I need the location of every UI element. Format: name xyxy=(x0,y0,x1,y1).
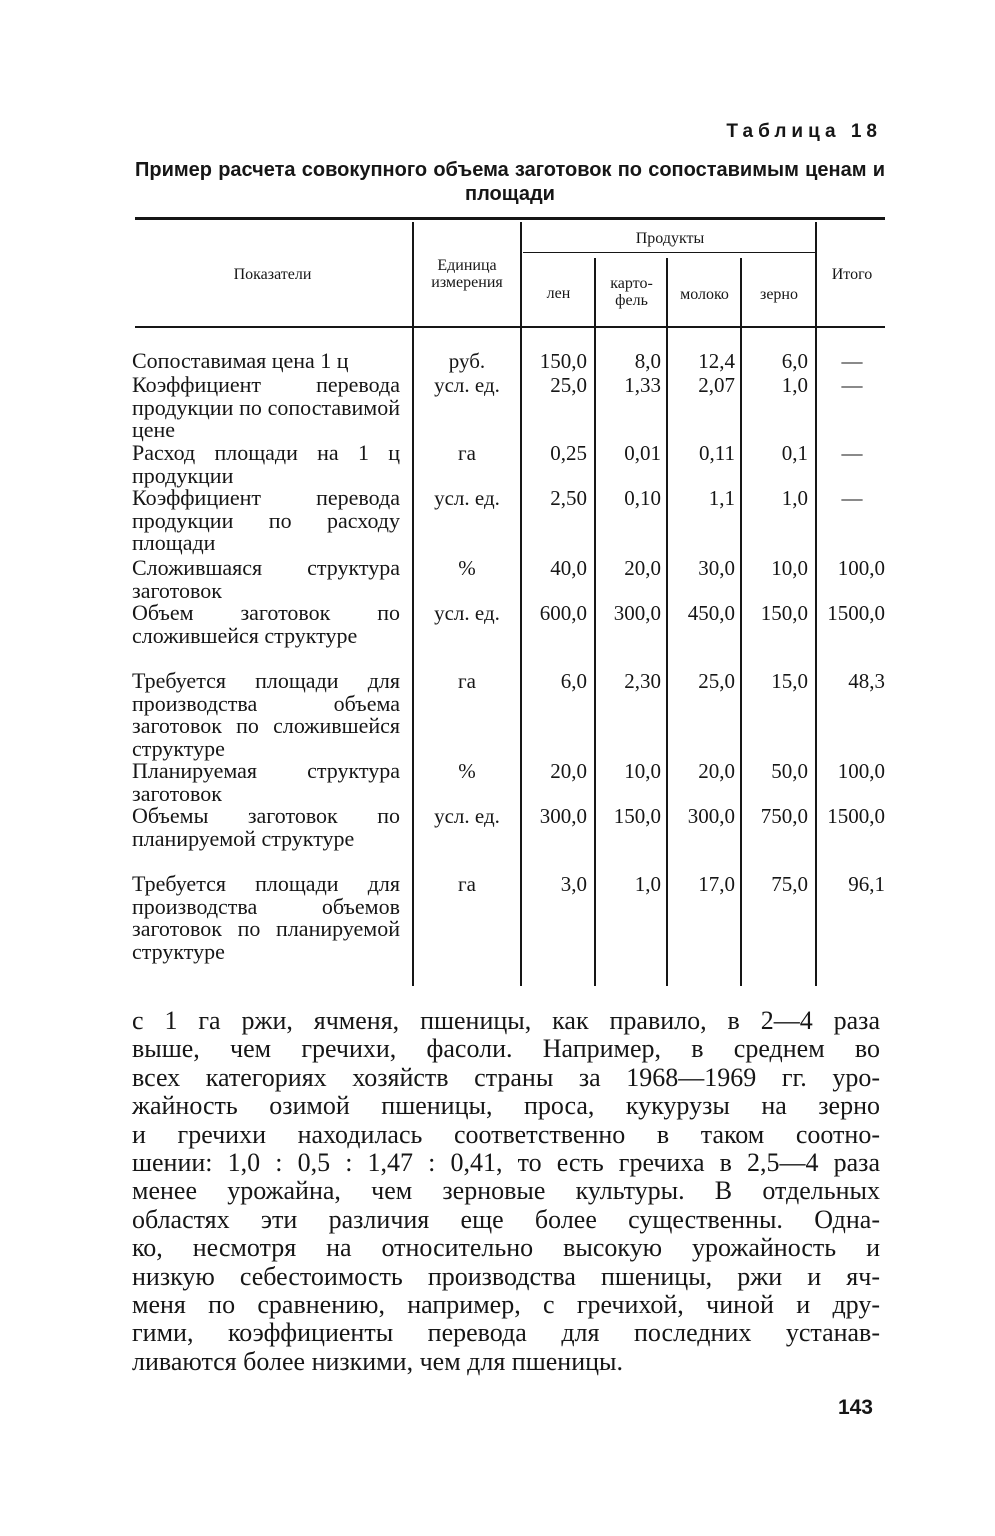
products-rule xyxy=(523,252,817,253)
cell-potato: 8,0 xyxy=(634,349,661,373)
cell-milk: 2,07 xyxy=(698,373,735,397)
row-label: Расход площади на 1 ц продукции xyxy=(132,440,400,488)
column-divider xyxy=(594,258,596,986)
cell-flax: 600,0 xyxy=(539,601,587,625)
cell-flax: 20,0 xyxy=(550,759,587,783)
text-line: менее урожайна, чем зерновые культуры. В отдельных xyxy=(132,1176,880,1206)
cell-potato: 10,0 xyxy=(624,759,661,783)
text-line: ливаются более низкими, чем для пшеницы. xyxy=(132,1346,623,1376)
cell-milk: 12,4 xyxy=(698,349,735,373)
text-line: ко, несмотря на относительно высокую урожайность и xyxy=(132,1233,880,1263)
row-unit: га xyxy=(458,872,476,896)
page-number: 143 xyxy=(837,1396,873,1419)
row-unit: га xyxy=(458,669,476,693)
cell-total: 100,0 xyxy=(837,759,885,783)
row-unit: усл. ед. xyxy=(434,486,500,510)
column-divider xyxy=(815,222,817,986)
cell-total: — xyxy=(841,349,863,373)
row-label: Сопоставимая цена 1 ц xyxy=(132,348,349,373)
cell-total: 48,3 xyxy=(848,669,885,693)
cell-potato: 0,01 xyxy=(624,441,661,465)
table-number: Таблица 18 xyxy=(726,121,882,142)
row-label: Коэффициент перевода продукции по сопоставимой цене xyxy=(132,372,400,443)
row-unit: % xyxy=(458,759,476,783)
cell-grain: 750,0 xyxy=(760,804,808,828)
cell-potato: 0,10 xyxy=(624,486,661,510)
cell-milk: 30,0 xyxy=(698,556,735,580)
header-products: Продукты xyxy=(635,230,705,247)
header-potato-line1: карто- xyxy=(610,275,653,292)
cell-grain: 75,0 xyxy=(771,872,808,896)
header-unit xyxy=(414,257,520,291)
row-unit: га xyxy=(458,441,476,465)
text-line: шении: 1,0 : 0,5 : 1,47 : 0,41, то есть гречиха в 2,5—4 раза xyxy=(132,1148,880,1178)
cell-potato: 300,0 xyxy=(613,601,661,625)
cell-potato: 2,30 xyxy=(624,669,661,693)
text-line: с 1 га ржи, ячменя, пшеницы, как правило, в 2—4 раза xyxy=(132,1006,880,1035)
cell-grain: 150,0 xyxy=(760,601,808,625)
row-unit: руб. xyxy=(448,349,486,373)
cell-grain: 0,1 xyxy=(781,441,808,465)
column-divider xyxy=(666,258,668,986)
cell-flax: 0,25 xyxy=(550,441,587,465)
cell-grain: 50,0 xyxy=(771,759,808,783)
column-divider xyxy=(740,258,742,986)
cell-grain: 15,0 xyxy=(771,669,808,693)
cell-flax: 150,0 xyxy=(539,349,587,373)
cell-milk: 25,0 xyxy=(698,669,735,693)
text-line: низкую себестоимость производства пшеницы, ржи и яч- xyxy=(132,1261,880,1291)
row-label: Сложившаяся структура заготовок xyxy=(132,555,400,603)
header-total: Итого xyxy=(831,266,873,283)
cell-total: 1500,0 xyxy=(827,804,885,828)
text-line: жайность озимой пшеницы, проса, кукурузы на зерно xyxy=(132,1091,880,1121)
row-label: Планируемая структура заготовок xyxy=(132,758,400,806)
row-label: Коэффициент перевода продукции по расходу площади xyxy=(132,485,400,556)
cell-flax: 40,0 xyxy=(550,556,587,580)
cell-milk: 300,0 xyxy=(687,804,735,828)
row-unit: % xyxy=(458,556,476,580)
cell-flax: 2,50 xyxy=(550,486,587,510)
cell-milk: 1,1 xyxy=(708,486,735,510)
header-milk: молоко xyxy=(680,286,729,303)
cell-potato: 1,0 xyxy=(634,872,661,896)
cell-milk: 0,11 xyxy=(699,441,735,465)
cell-milk: 20,0 xyxy=(698,759,735,783)
row-unit: усл. ед. xyxy=(434,804,500,828)
header-potato-line2: фель xyxy=(615,292,648,309)
text-line: меня по сравнению, например, с гречихой, чиной и дру- xyxy=(132,1290,880,1320)
cell-flax: 3,0 xyxy=(560,872,587,896)
cell-total: — xyxy=(841,486,863,510)
header-indicators: Показатели xyxy=(233,266,312,283)
header-bottom-rule xyxy=(135,326,885,328)
header-potato xyxy=(597,275,666,309)
cell-grain: 1,0 xyxy=(781,486,808,510)
cell-grain: 1,0 xyxy=(781,373,808,397)
cell-flax: 6,0 xyxy=(560,669,587,693)
cell-total: 96,1 xyxy=(848,872,885,896)
text-line: гими, коэффициенты перевода для последних устанав- xyxy=(132,1318,880,1348)
text-line: выше, чем гречихи, фасоли. Например, в среднем во xyxy=(132,1034,880,1064)
header-grain: зерно xyxy=(760,286,798,303)
row-label: Объем заготовок по сложившейся структуре xyxy=(132,600,400,648)
header-flax: лен xyxy=(546,285,571,302)
text-line: всех категориях хозяйств страны за 1968—1969 гг. уро- xyxy=(132,1062,880,1092)
cell-total: — xyxy=(841,441,863,465)
row-label: Требуется площади для производства объема заготовок по сложившейся структуре xyxy=(132,668,400,761)
row-label: Объемы заготовок по планируемой структуре xyxy=(132,803,400,851)
cell-milk: 450,0 xyxy=(687,601,735,625)
cell-grain: 6,0 xyxy=(781,349,808,373)
cell-total: 100,0 xyxy=(837,556,885,580)
body-paragraph xyxy=(132,1007,880,1376)
header-unit-line2: измерения xyxy=(431,274,503,291)
cell-potato: 150,0 xyxy=(613,804,661,828)
row-unit: усл. ед. xyxy=(434,373,500,397)
cell-total: — xyxy=(841,373,863,397)
cell-grain: 10,0 xyxy=(771,556,808,580)
text-line: областях эти различия еще более существенны. Одна- xyxy=(132,1204,880,1234)
row-unit: усл. ед. xyxy=(434,601,500,625)
text-line: и гречихи находилась соответственно в таком соотно- xyxy=(132,1119,880,1149)
cell-total: 1500,0 xyxy=(827,601,885,625)
table-top-rule xyxy=(135,217,885,220)
column-divider xyxy=(520,222,522,986)
cell-flax: 25,0 xyxy=(550,373,587,397)
cell-potato: 20,0 xyxy=(624,556,661,580)
cell-potato: 1,33 xyxy=(624,373,661,397)
row-label: Требуется площади для производства объемов заготовок по планируемой структуре xyxy=(132,871,400,964)
header-unit-line1: Единица xyxy=(437,257,497,274)
cell-milk: 17,0 xyxy=(698,872,735,896)
table-title: Пример расчета совокупного объема заготовок по сопоставимым ценам и площади xyxy=(135,159,885,205)
cell-flax: 300,0 xyxy=(539,804,587,828)
